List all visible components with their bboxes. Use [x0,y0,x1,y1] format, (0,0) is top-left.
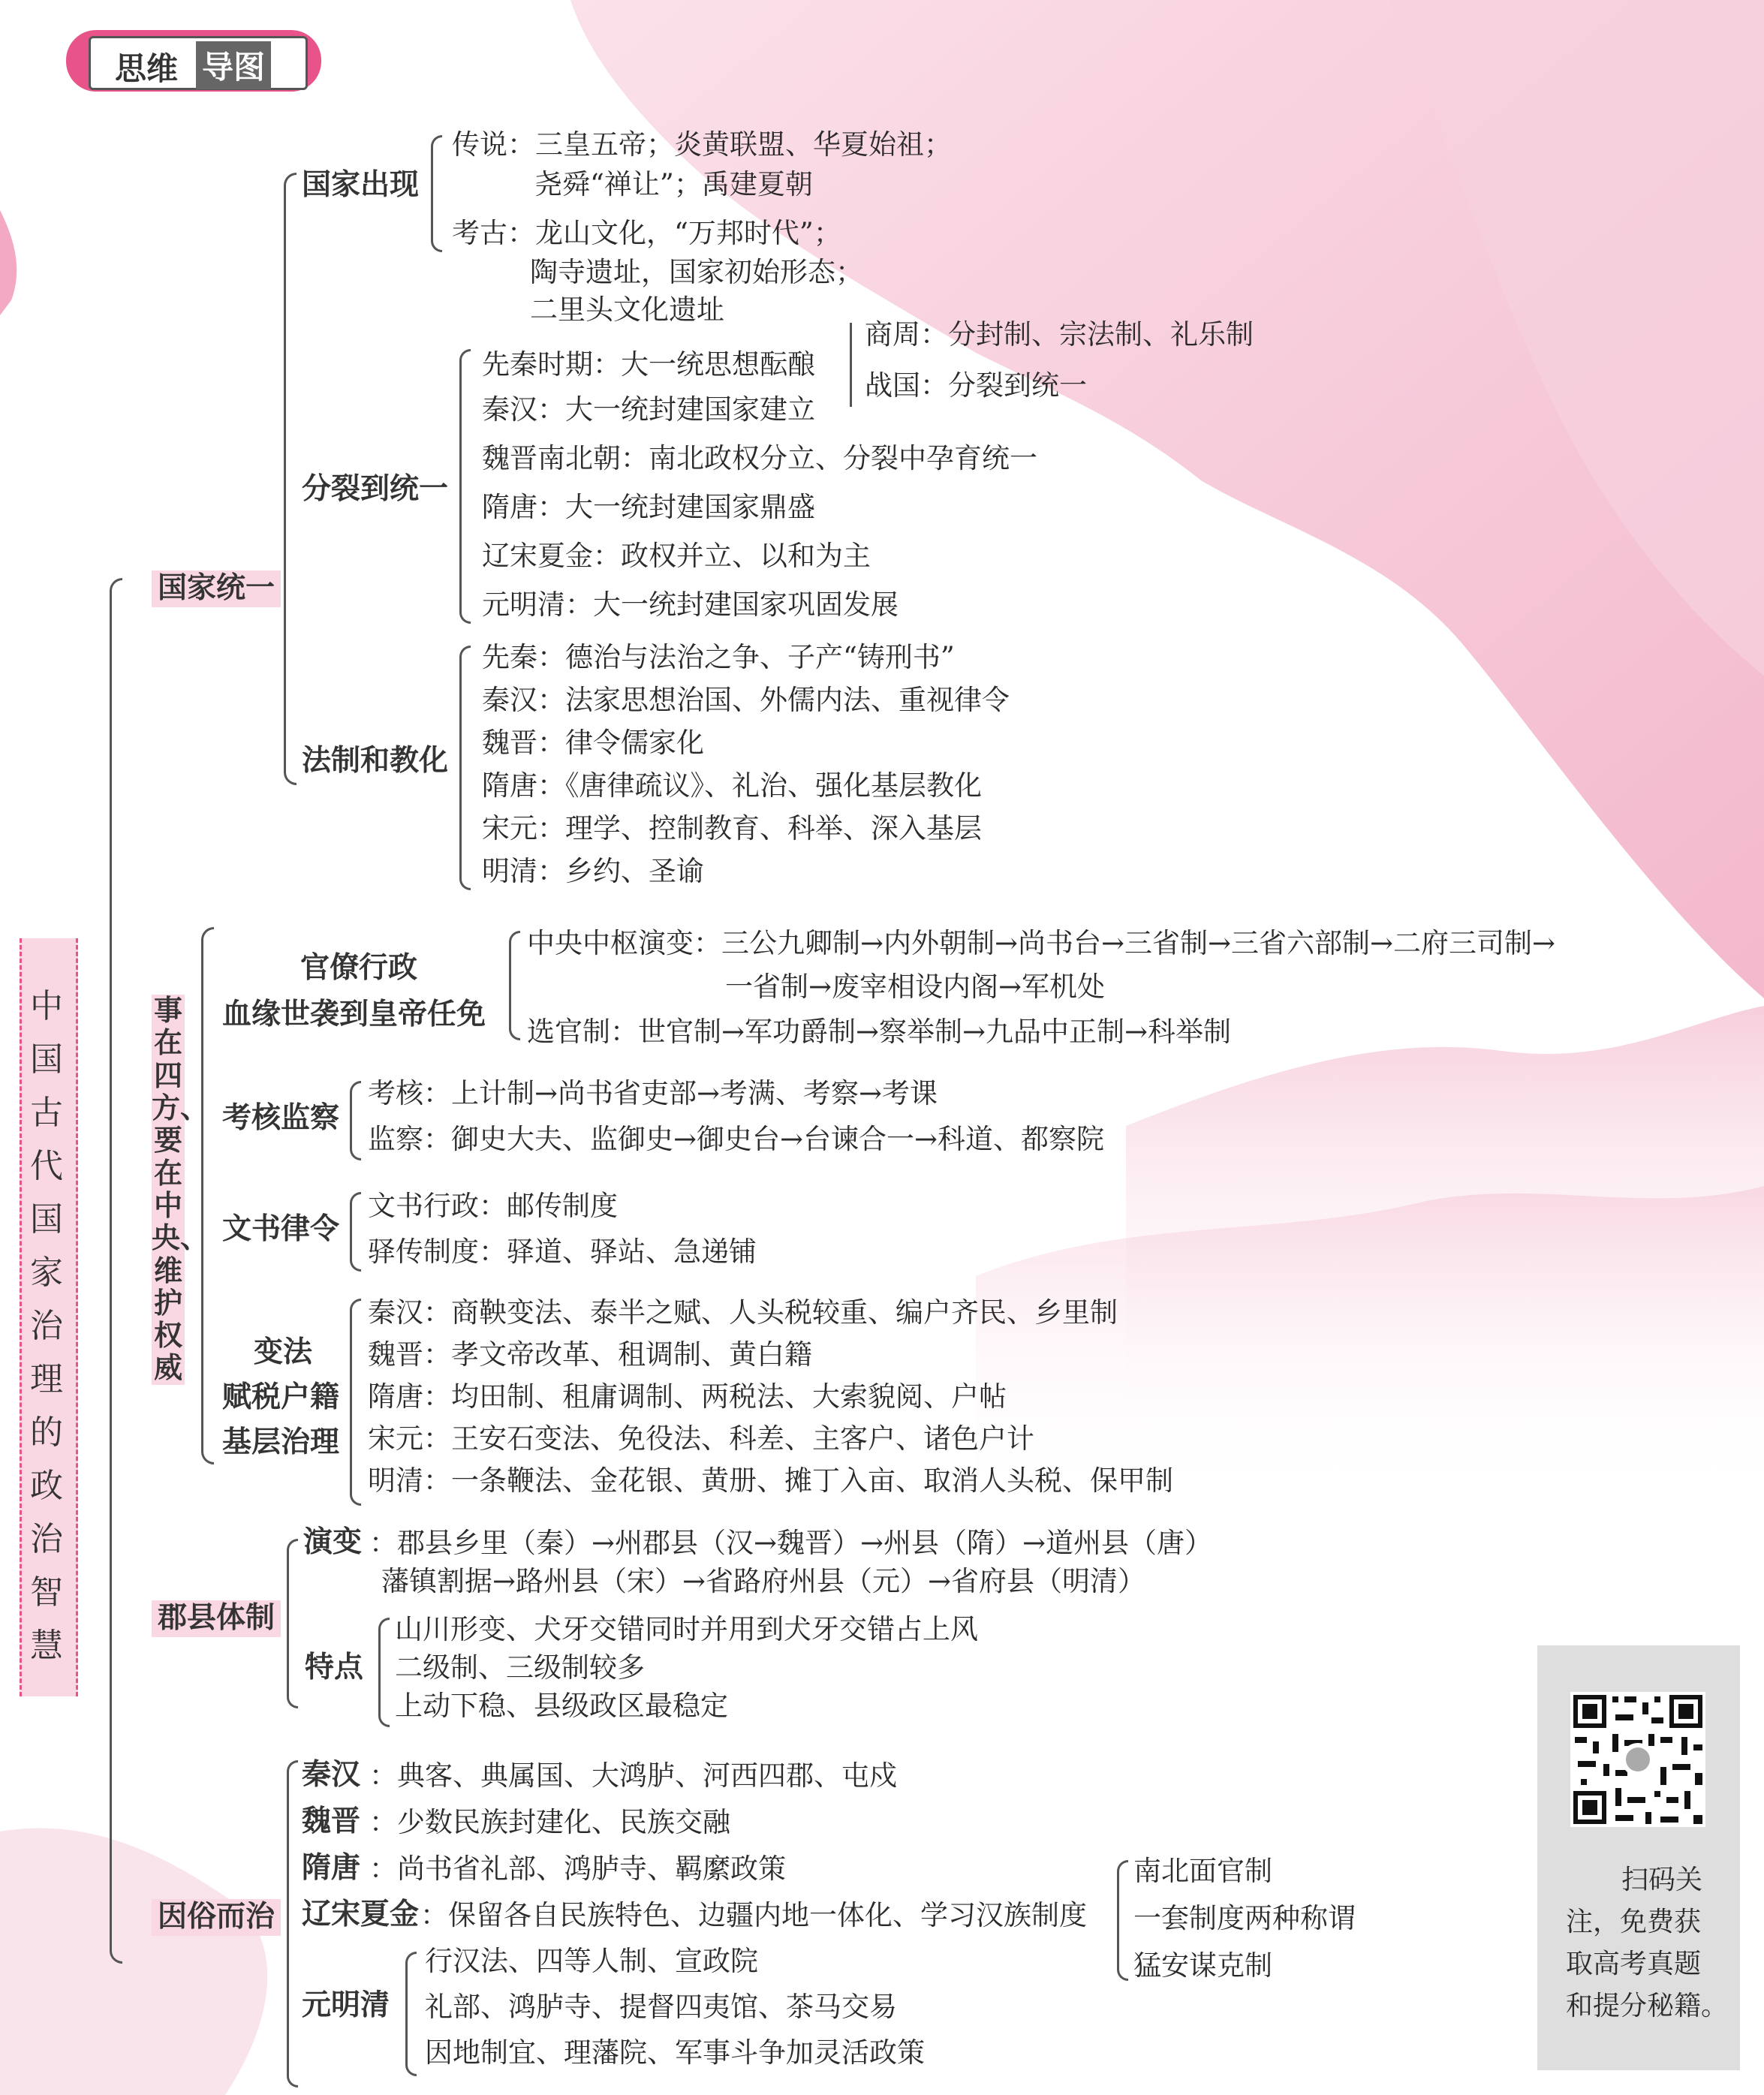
s2-b-brace [350,1081,361,1160]
s4-ymq-line: 因地制宜、理藩院、军事斗争加灵活政策 [425,2036,925,2069]
s1-b-line: 元明清：大一统封建国家巩固发展 [482,588,899,621]
s1-c-line: 魏晋：律令儒家化 [482,727,704,759]
s4-row-text: ：保留各自民族特色、边疆内地一体化、学习汉族制度 [420,1899,1087,1931]
s1-c-line: 隋唐：《唐律疏议》、礼治、强化基层教化 [482,769,982,802]
s2-b-line: 考核：上计制→尚书省吏部→考满、考察→考课 [368,1077,938,1109]
s4-row-label: 秦汉 [302,1758,361,1792]
section-prefecture-system: 郡县体制 [152,1600,281,1637]
s3-brace [287,1539,298,1708]
s4-liao-sub: 猛安谋克制 [1133,1949,1272,1982]
side-title: 中国古代国家治理的政治智慧 [30,987,63,1665]
s1-c-line: 宋元：理学、控制教育、科举、深入基层 [482,812,982,844]
s1-a-line: 考古：龙山文化，“万邦时代”； [452,217,841,249]
s2-a-line: 中央中枢演变：三公九卿制→内外朝制→尚书台→三省制→三省六部制→二府三司制→ [527,927,1556,959]
s1-a-line: 尧舜“禅让”；禹建夏朝 [534,168,813,200]
s2-c-line: 驿传制度：驿道、驿站、急递铺 [368,1236,757,1268]
s3-b-label: 特点 [305,1651,364,1684]
s2-c-brace [350,1192,361,1272]
s4-row-label: 辽宋夏金 [302,1898,420,1931]
qr-caption-line: 和提分秘籍。 [1566,1991,1729,2021]
qr-code-icon[interactable] [1570,1692,1705,1827]
s4-ymq-brace [405,1952,417,2076]
s2-a-line: 选官制：世官制→军功爵制→察举制→九品中正制→科举制 [527,1016,1232,1048]
s2-b-line: 监察：御史大夫、监御史→御史台→台谏合一→科道、都察院 [368,1123,1105,1155]
s4-row-text: ：少数民族封建化、民族交融 [369,1806,730,1838]
s3-a-line: ：郡县乡里（秦）→州郡县（汉→魏晋）→州县（隋）→道州县（唐） [369,1527,1213,1559]
s1-a-label: 国家出现 [302,168,420,202]
s1-b-line: 隋唐：大一统封建国家鼎盛 [482,491,815,523]
s2-d-line: 宋元：王安石变法、免役法、科差、主客户、诸色户计 [368,1422,1034,1455]
s1-b-sub: 商周：分封制、宗法制、礼乐制 [865,318,1254,351]
s1-b-line: 先秦时期：大一统思想酝酿 [482,348,815,381]
s2-d-line: 秦汉：商鞅变法、泰半之赋、人头税较重、编户齐民、乡里制 [368,1296,1118,1329]
s2-d-line: 魏晋：孝文帝改革、租调制、黄白籍 [368,1338,812,1371]
s1-a-line: 二里头文化遗址 [530,293,724,326]
s4-row-label: 隋唐 [302,1851,361,1885]
s4-row-text: ：尚书省礼部、鸿胪寺、羁縻政策 [369,1853,786,1885]
s1-c-brace [459,646,471,890]
s3-b-line: 二级制、三级制较多 [395,1651,645,1684]
s1-c-line: 先秦：德治与法治之争、子产“铸刑书” [482,641,955,673]
s2-a-label2: 血缘世袭到皇帝任免 [222,998,486,1031]
s4-ymq-line: 行汉法、四等人制、宣政院 [425,1945,758,1977]
s1-c-line: 明清：乡约、圣谕 [482,855,704,887]
s4-brace [287,1760,298,2087]
s3-a-line: 藩镇割据→路州县（宋）→省路府州县（元）→省府县（明清） [381,1565,1146,1597]
qr-caption-line: 取高考真题 [1566,1949,1702,1979]
s2-d-brace [350,1299,361,1506]
s2-d-label1: 变法 [254,1335,313,1369]
s2-a-label1: 官僚行政 [300,951,418,985]
s3-a-label: 演变 [303,1525,363,1559]
s4-ymq-label: 元明清 [302,1988,390,2022]
qr-caption-line: 扫码关 [1621,1865,1703,1895]
s4-liao-brace [1117,1860,1128,1981]
s1-c-line: 秦汉：法家思想治国、外儒内法、重视律令 [482,684,1010,716]
s2-brace [201,927,214,1464]
s1-b-line: 辽宋夏金：政权并立、以和为主 [482,540,871,572]
s1-a-line: 陶寺遗址，国家初始形态； [530,256,863,288]
badge-left-text: 思维 [115,50,179,87]
s4-row-text: ：典客、典属国、大鸿胪、河西四郡、屯戍 [369,1759,897,1792]
s3-b-line: 上动下稳、县级政区最稳定 [395,1690,728,1722]
s4-row-label: 魏晋 [302,1805,361,1838]
s2-d-label2: 赋税户籍 [222,1380,340,1414]
s2-c-line: 文书行政：邮传制度 [368,1190,618,1222]
section-central-authority: 事在四方、要在中央、维护权威 [152,994,209,1385]
s2-d-line: 明清：一条鞭法、金花银、黄册、摊丁入亩、取消人头税、保甲制 [368,1464,1173,1497]
s1-brace [284,173,297,785]
section-local-custom-rule: 因俗而治 [152,1899,281,1936]
s2-a-brace [509,931,520,1040]
s1-c-label: 法制和教化 [302,744,449,778]
badge-frame [89,36,308,90]
s1-a-line: 传说：三皇五帝；炎黄联盟、华夏始祖； [452,128,952,161]
s2-d-label3: 基层治理 [222,1425,340,1459]
s2-a-line: 一省制→废宰相设内阁→军机处 [725,971,1106,1003]
s4-ymq-line: 礼部、鸿胪寺、提督四夷馆、茶马交易 [425,1991,897,2023]
s1-b-sub: 战国：分裂到统一 [865,369,1087,402]
s4-liao-sub: 一套制度两种称谓 [1133,1902,1356,1934]
s4-liao-sub: 南北面官制 [1133,1855,1272,1887]
s3-b-line: 山川形变、犬牙交错同时并用到犬牙交错占上风 [395,1613,978,1645]
s1-b-brace [459,349,471,624]
s1-b-line: 秦汉：大一统封建国家建立 [482,393,815,426]
section-national-unity: 国家统一 [152,570,281,607]
badge-right-text: 导图 [196,41,271,89]
s1-b-label: 分裂到统一 [302,472,449,506]
s2-c-label: 文书律令 [222,1212,340,1246]
s2-d-line: 隋唐：均田制、租庸调制、两税法、大索貌阅、户帖 [368,1380,1007,1413]
s1-b-sub-bar [850,323,852,407]
s3-b-brace [378,1618,390,1727]
s1-a-brace [431,135,442,252]
qr-caption-line: 注，免费获 [1566,1907,1702,1937]
s2-b-label: 考核监察 [222,1101,340,1135]
main-brace [110,578,122,1964]
s1-b-line: 魏晋南北朝：南北政权分立、分裂中孕育统一 [482,442,1037,474]
